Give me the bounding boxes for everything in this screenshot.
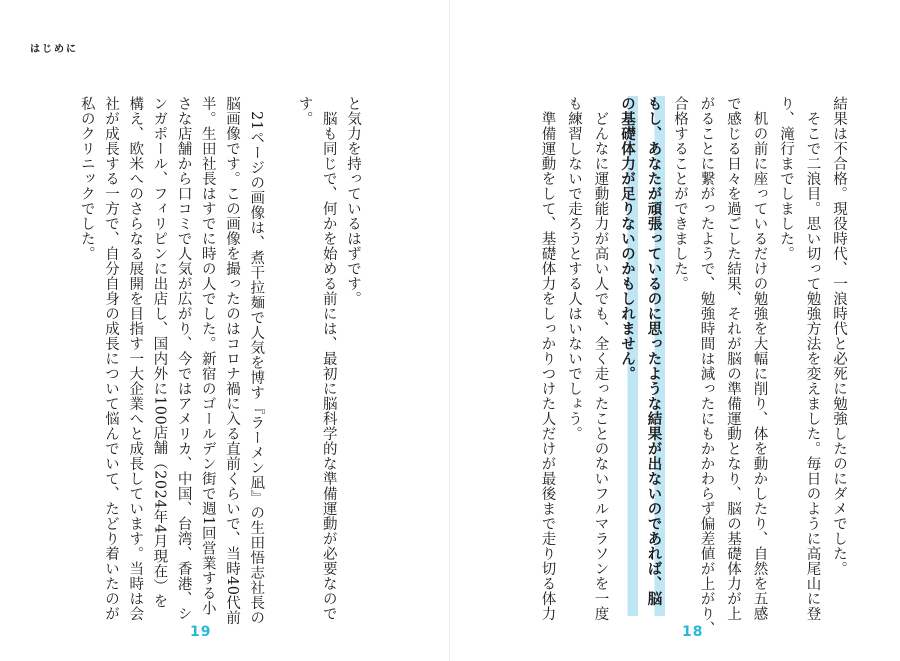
text-line: 合格することができました。 xyxy=(672,96,688,291)
text-line: で感じる日々を過ごした結果、それが脳の準備運動となり、脳の基礎体力が上 xyxy=(725,96,741,621)
text-line: 社が成長する一方で、自分自身の成長について悩んでいて、たどり着いたのが xyxy=(103,96,119,621)
page-gutter xyxy=(449,0,450,661)
text-line: と気力を持っているはずです。 xyxy=(345,96,361,306)
text-line: も練習しないで走ろうとする人はいないでしょう。 xyxy=(566,96,582,441)
page-number-left: 19 xyxy=(190,624,212,640)
text-line: 私のクリニックでした。 xyxy=(78,96,95,261)
emphasis-text-line: の基礎体力が足りないのかもしれません。 xyxy=(616,96,638,616)
text-line: 机の前に座っているだけの勉強を大幅に削り、体を動かしたり、自然を五感 xyxy=(751,96,768,621)
chapter-title: はじめに xyxy=(30,44,78,55)
text-line: 脳画像です。この画像を撮ったのはコロナ禍に入る直前くらいで、当時40代前 xyxy=(224,96,240,626)
text-line: 21ページの画像は、煮干拉麺で人気を博す『ラーメン凪』の生田悟志社長の xyxy=(248,96,265,626)
text-line: ンガポール、フィリピンに出店し、国内外に100店舗（2024年4月現在）を xyxy=(151,96,168,609)
text-line: さな店舗から口コミで人気が広がり、今ではアメリカ、中国、台湾、香港、シ xyxy=(175,96,192,621)
text-line: どんなに運動能力が高い人でも、全く走ったことのないフルマラソンを一度 xyxy=(592,96,609,621)
text-line: 準備運動をして、基礎体力をしっかりつけた人だけが最後まで走り切る体力 xyxy=(539,96,556,621)
text-line: 脳も同じで、何かを始める前には、最初に脳科学的な準備運動が必要なので xyxy=(320,96,337,621)
text-line: り、滝行までしました。 xyxy=(778,96,794,261)
text-line: がることに繋がったようで、勉強時間は減ったにもかかわらず偏差値が上がり、 xyxy=(698,96,715,636)
text-line: す。 xyxy=(296,96,313,126)
text-line: 構え、欧米へのさらなる展開を目指す一大企業へと成長しています。当時は会 xyxy=(127,96,144,621)
page-number-right: 18 xyxy=(682,624,704,640)
text-line: 半。生田社長はすでに時の人でした。新宿のゴールデン街で週1回営業する小 xyxy=(199,96,216,616)
emphasis-text-line: もし、あなたが頑張っているのに思ったような結果が出ないのであれば、脳 xyxy=(643,96,665,616)
text-line: そこで二浪目。思い切って勉強方法を変えました。毎日のように高尾山に登 xyxy=(804,96,821,621)
text-line: 結果は不合格。現役時代、一浪時代と必死に勉強したのにダメでした。 xyxy=(831,96,847,576)
